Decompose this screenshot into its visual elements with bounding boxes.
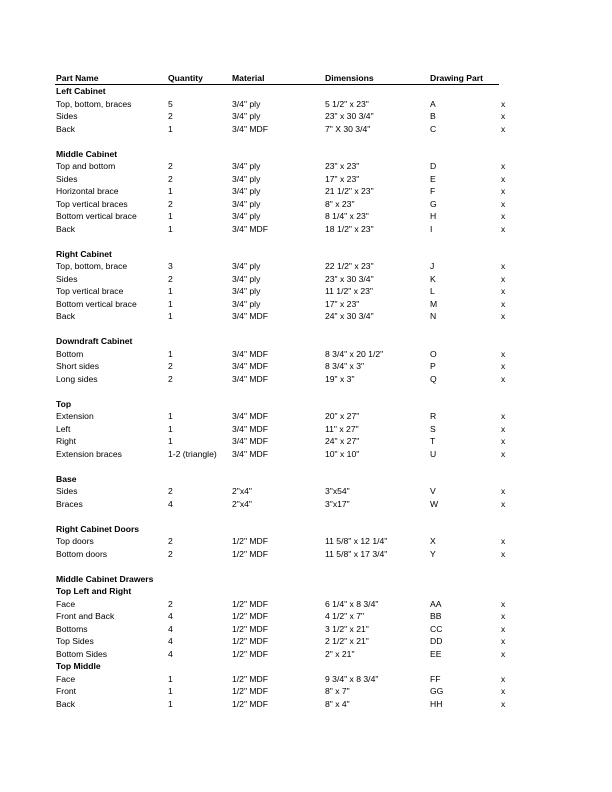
part-dimensions: 5 1/2" x 23" (325, 98, 369, 109)
part-name: Face (56, 673, 76, 684)
part-quantity: 2 (168, 486, 173, 496)
part-dimensions: 8 1/4" x 23" (325, 211, 369, 221)
part-drawing-id: I (430, 223, 433, 234)
part-check-mark: x (501, 111, 506, 121)
part-drawing-id: Q (430, 373, 437, 384)
part-material: 3/4" MDF (232, 448, 268, 459)
part-drawing-id: M (430, 298, 438, 309)
part-row (0, 498, 612, 510)
part-quantity: 1 (168, 698, 173, 709)
part-dimensions: 22 1/2" x 23" (325, 261, 374, 271)
part-quantity: 2 (168, 361, 173, 371)
part-material: 2"x4" (232, 486, 252, 496)
part-quantity: 2 (168, 536, 173, 546)
part-dimensions: 11" x 27" (325, 423, 359, 434)
part-dimensions: 23" x 30 3/4" (325, 273, 374, 284)
part-drawing-id: Y (430, 548, 436, 559)
section-heading (0, 335, 612, 347)
part-drawing-id: N (430, 311, 437, 321)
part-material: 3/4" ply (232, 298, 261, 309)
section-title: Left Cabinet (56, 86, 106, 96)
section-title: Top Middle (56, 661, 101, 671)
part-check-mark: x (501, 186, 506, 196)
section-title: Right Cabinet (56, 248, 112, 259)
part-check-mark: x (501, 98, 506, 109)
part-row (0, 635, 612, 647)
part-row (0, 260, 612, 272)
part-check-mark: x (501, 486, 506, 496)
part-quantity: 1 (168, 436, 173, 446)
part-name: Front and Back (56, 611, 115, 621)
part-quantity: 2 (168, 548, 173, 559)
part-material: 3/4" MDF (232, 123, 268, 134)
section-heading (0, 398, 612, 410)
part-dimensions: 3 1/2" x 21" (325, 623, 369, 634)
part-dimensions: 23" x 23" (325, 161, 360, 171)
part-quantity: 1 (168, 686, 173, 696)
part-name: Back (56, 223, 76, 234)
part-name: Top Sides (56, 636, 94, 646)
part-name: Sides (56, 273, 78, 284)
part-quantity: 2 (168, 373, 173, 384)
part-material: 3/4" MDF (232, 223, 268, 234)
part-quantity: 1-2 (triangle) (168, 448, 217, 459)
part-drawing-id: EE (430, 648, 442, 659)
part-material: 3/4" MDF (232, 373, 268, 384)
part-quantity: 3 (168, 261, 173, 271)
part-name: Back (56, 698, 76, 709)
part-dimensions: 3"x54" (325, 486, 350, 496)
part-material: 3/4" ply (232, 161, 261, 171)
part-dimensions: 17" x 23" (325, 173, 360, 184)
part-name: Sides (56, 111, 78, 121)
section-title: Base (56, 473, 77, 484)
part-name: Braces (56, 498, 83, 509)
part-quantity: 2 (168, 198, 173, 209)
part-dimensions: 20" x 27" (325, 411, 360, 421)
part-name: Bottom doors (56, 548, 108, 559)
part-row (0, 185, 612, 197)
part-check-mark: x (501, 198, 506, 209)
part-name: Top and bottom (56, 161, 116, 171)
part-check-mark: x (501, 223, 506, 234)
part-quantity: 1 (168, 123, 173, 134)
part-material: 3/4" MDF (232, 361, 268, 371)
part-check-mark: x (501, 261, 506, 271)
part-material: 1/2" MDF (232, 611, 268, 621)
part-row (0, 123, 612, 135)
part-quantity: 4 (168, 611, 173, 621)
part-drawing-id: U (430, 448, 437, 459)
part-dimensions: 21 1/2" x 23" (325, 186, 374, 196)
part-quantity: 1 (168, 411, 173, 421)
part-material: 1/2" MDF (232, 686, 268, 696)
part-row (0, 223, 612, 235)
part-quantity: 2 (168, 111, 173, 121)
part-row (0, 598, 612, 610)
part-check-mark: x (501, 436, 506, 446)
part-name: Top, bottom, braces (56, 98, 132, 109)
section-heading (0, 148, 612, 160)
part-check-mark: x (501, 611, 506, 621)
part-dimensions: 19" x 3" (325, 373, 355, 384)
part-drawing-id: DD (430, 636, 443, 646)
part-row (0, 535, 612, 547)
section-title: Downdraft Cabinet (56, 336, 133, 346)
part-drawing-id: J (430, 261, 435, 271)
part-check-mark: x (501, 173, 506, 184)
section-heading (0, 473, 612, 485)
part-row (0, 435, 612, 447)
part-drawing-id: HH (430, 698, 443, 709)
part-drawing-id: L (430, 286, 435, 296)
part-quantity: 1 (168, 223, 173, 234)
part-dimensions: 6 1/4" x 8 3/4" (325, 598, 379, 609)
part-dimensions: 8" x 4" (325, 698, 350, 709)
part-material: 3/4" ply (232, 173, 261, 184)
part-row (0, 285, 612, 297)
section-heading (0, 523, 612, 535)
part-check-mark: x (501, 298, 506, 309)
part-name: Bottom vertical brace (56, 298, 137, 309)
section-title: Middle Cabinet Drawers (56, 573, 154, 584)
section-title: Top (56, 398, 72, 409)
part-dimensions: 8 3/4" x 20 1/2" (325, 348, 384, 359)
part-name: Top doors (56, 536, 94, 546)
part-dimensions: 10" x 10" (325, 448, 360, 459)
part-name: Right (56, 436, 77, 446)
part-quantity: 1 (168, 286, 173, 296)
part-name: Bottoms (56, 623, 88, 634)
header-drawing-part: Drawing Part (430, 73, 484, 83)
part-check-mark: x (501, 423, 506, 434)
part-name: Sides (56, 486, 78, 496)
part-dimensions: 3"x17" (325, 498, 350, 509)
part-name: Sides (56, 173, 78, 184)
part-material: 3/4" ply (232, 198, 261, 209)
section-title: Top Left and Right (56, 586, 132, 596)
part-quantity: 5 (168, 98, 173, 109)
part-name: Long sides (56, 373, 98, 384)
part-name: Face (56, 598, 76, 609)
part-row (0, 360, 612, 372)
part-check-mark: x (501, 698, 506, 709)
part-check-mark: x (501, 636, 506, 646)
part-row (0, 448, 612, 460)
part-material: 2"x4" (232, 498, 252, 509)
part-drawing-id: A (430, 98, 436, 109)
part-name: Horizontal brace (56, 186, 119, 196)
part-drawing-id: E (430, 173, 436, 184)
part-dimensions: 2 1/2" x 21" (325, 636, 369, 646)
part-drawing-id: T (430, 436, 436, 446)
part-drawing-id: H (430, 211, 437, 221)
part-name: Bottom Sides (56, 648, 108, 659)
part-name: Front (56, 686, 77, 696)
part-material: 3/4" ply (232, 186, 261, 196)
part-drawing-id: W (430, 498, 439, 509)
part-row (0, 548, 612, 560)
part-quantity: 4 (168, 636, 173, 646)
part-check-mark: x (501, 161, 506, 171)
part-check-mark: x (501, 623, 506, 634)
part-check-mark: x (501, 673, 506, 684)
part-row (0, 273, 612, 285)
part-quantity: 4 (168, 623, 173, 634)
part-drawing-id: F (430, 186, 436, 196)
part-check-mark: x (501, 286, 506, 296)
section-title: Middle Cabinet (56, 148, 118, 159)
part-row (0, 485, 612, 497)
part-check-mark: x (501, 348, 506, 359)
part-drawing-id: X (430, 536, 436, 546)
part-material: 3/4" ply (232, 286, 261, 296)
part-dimensions: 7" X 30 3/4" (325, 123, 371, 134)
part-material: 1/2" MDF (232, 698, 268, 709)
part-row (0, 98, 612, 110)
part-material: 3/4" ply (232, 273, 261, 284)
part-material: 1/2" MDF (232, 536, 268, 546)
section-heading (0, 660, 612, 672)
part-dimensions: 18 1/2" x 23" (325, 223, 374, 234)
part-drawing-id: AA (430, 598, 442, 609)
part-row (0, 210, 612, 222)
part-drawing-id: G (430, 198, 437, 209)
part-dimensions: 4 1/2" x 7" (325, 611, 365, 621)
part-quantity: 1 (168, 673, 173, 684)
part-check-mark: x (501, 411, 506, 421)
section-heading (0, 85, 612, 97)
header-part-name: Part Name (56, 73, 99, 83)
part-check-mark: x (501, 536, 506, 546)
part-row (0, 348, 612, 360)
section-heading (0, 585, 612, 597)
part-name: Top vertical brace (56, 286, 124, 296)
part-check-mark: x (501, 448, 506, 459)
section-heading (0, 573, 612, 585)
part-material: 3/4" ply (232, 98, 261, 109)
part-check-mark: x (501, 373, 506, 384)
part-dimensions: 11 5/8" x 12 1/4" (325, 536, 388, 546)
header-dimensions: Dimensions (325, 73, 374, 83)
part-row (0, 423, 612, 435)
part-row (0, 698, 612, 710)
part-row (0, 160, 612, 172)
part-check-mark: x (501, 273, 506, 284)
part-dimensions: 24" x 27" (325, 436, 360, 446)
part-material: 1/2" MDF (232, 623, 268, 634)
part-dimensions: 8" x 23" (325, 198, 355, 209)
part-name: Back (56, 123, 76, 134)
part-quantity: 1 (168, 186, 173, 196)
part-name: Extension braces (56, 448, 122, 459)
part-drawing-id: K (430, 273, 436, 284)
part-check-mark: x (501, 548, 506, 559)
part-check-mark: x (501, 361, 506, 371)
part-row (0, 173, 612, 185)
part-quantity: 1 (168, 423, 173, 434)
part-material: 3/4" ply (232, 211, 261, 221)
part-drawing-id: C (430, 123, 437, 134)
part-name: Extension (56, 411, 94, 421)
part-quantity: 1 (168, 298, 173, 309)
part-material: 3/4" ply (232, 261, 261, 271)
part-row (0, 198, 612, 210)
part-material: 3/4" MDF (232, 436, 268, 446)
part-drawing-id: O (430, 348, 437, 359)
part-quantity: 2 (168, 273, 173, 284)
part-quantity: 4 (168, 648, 173, 659)
part-row (0, 298, 612, 310)
part-drawing-id: V (430, 486, 436, 496)
part-drawing-id: CC (430, 623, 443, 634)
part-quantity: 2 (168, 173, 173, 184)
part-name: Top vertical braces (56, 198, 128, 209)
part-name: Back (56, 311, 76, 321)
part-name: Top, bottom, brace (56, 261, 128, 271)
part-material: 3/4" ply (232, 111, 261, 121)
part-check-mark: x (501, 648, 506, 659)
part-dimensions: 2" x 21" (325, 648, 355, 659)
part-quantity: 2 (168, 161, 173, 171)
part-material: 1/2" MDF (232, 598, 268, 609)
part-dimensions: 11 5/8" x 17 3/4" (325, 548, 388, 559)
part-drawing-id: BB (430, 611, 442, 621)
part-dimensions: 8 3/4" x 3" (325, 361, 365, 371)
part-quantity: 2 (168, 598, 173, 609)
part-material: 1/2" MDF (232, 673, 268, 684)
part-row (0, 623, 612, 635)
part-name: Bottom (56, 348, 84, 359)
part-dimensions: 17" x 23" (325, 298, 360, 309)
part-row (0, 610, 612, 622)
part-drawing-id: FF (430, 673, 441, 684)
part-check-mark: x (501, 498, 506, 509)
part-material: 1/2" MDF (232, 636, 268, 646)
part-check-mark: x (501, 211, 506, 221)
part-dimensions: 8" x 7" (325, 686, 350, 696)
part-drawing-id: S (430, 423, 436, 434)
part-check-mark: x (501, 686, 506, 696)
part-drawing-id: GG (430, 686, 444, 696)
section-heading (0, 248, 612, 260)
part-material: 3/4" MDF (232, 411, 268, 421)
part-dimensions: 11 1/2" x 23" (325, 286, 373, 296)
part-name: Bottom vertical brace (56, 211, 137, 221)
part-name: Short sides (56, 361, 99, 371)
part-drawing-id: P (430, 361, 436, 371)
part-dimensions: 9 3/4" x 8 3/4" (325, 673, 379, 684)
section-title: Right Cabinet Doors (56, 523, 140, 534)
part-material: 1/2" MDF (232, 548, 268, 559)
part-material: 3/4" MDF (232, 311, 268, 321)
part-quantity: 1 (168, 211, 173, 221)
part-name: Left (56, 423, 71, 434)
part-row (0, 685, 612, 697)
part-quantity: 1 (168, 348, 173, 359)
part-material: 1/2" MDF (232, 648, 268, 659)
part-row (0, 410, 612, 422)
part-row (0, 373, 612, 385)
part-row (0, 310, 612, 322)
part-material: 3/4" MDF (232, 423, 268, 434)
part-dimensions: 23" x 30 3/4" (325, 111, 374, 121)
part-drawing-id: R (430, 411, 437, 421)
part-material: 3/4" MDF (232, 348, 268, 359)
part-quantity: 4 (168, 498, 173, 509)
part-row (0, 648, 612, 660)
part-drawing-id: B (430, 111, 436, 121)
header-quantity: Quantity (168, 73, 203, 83)
part-check-mark: x (501, 598, 506, 609)
part-check-mark: x (501, 311, 506, 321)
part-check-mark: x (501, 123, 506, 134)
header-material: Material (232, 73, 265, 83)
part-dimensions: 24" x 30 3/4" (325, 311, 374, 321)
part-row (0, 110, 612, 122)
part-quantity: 1 (168, 311, 173, 321)
part-row (0, 673, 612, 685)
part-drawing-id: D (430, 161, 437, 171)
